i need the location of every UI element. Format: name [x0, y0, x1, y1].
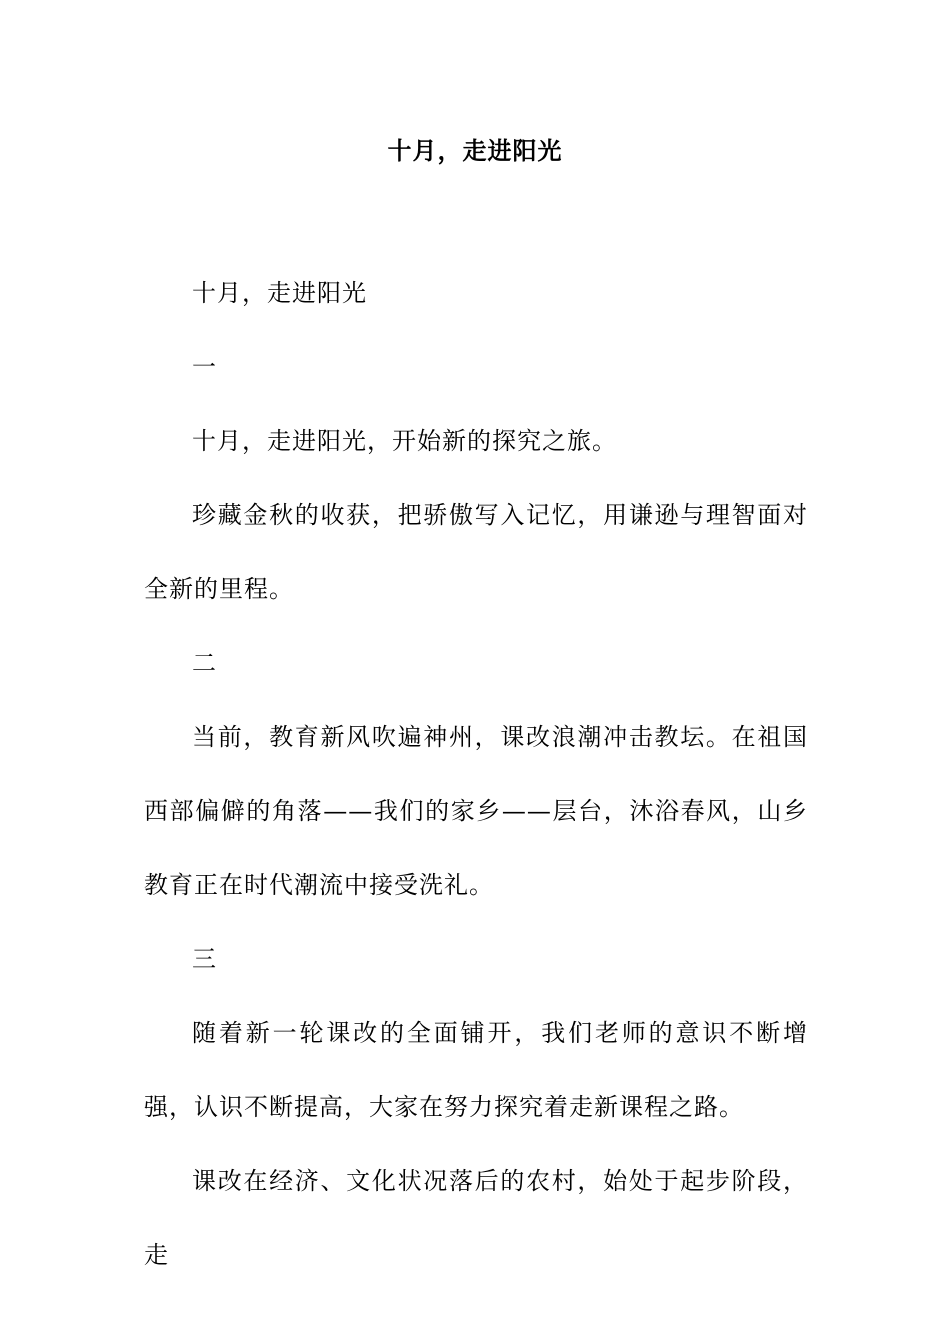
paragraph: 珍藏金秋的收获，把骄傲写入记忆，用谦逊与理智面对全新的里程。 [144, 501, 808, 603]
paragraph: 当前，教育新风吹遍神州，课改浪潮冲击教坛。在祖国西部偏僻的角落——我们的家乡——层台，沐浴春风，山乡教育正在时代潮流中接受洗礼。 [144, 723, 808, 899]
section-heading-two: 二 [192, 649, 217, 677]
paragraph: 课改在经济、文化状况落后的农村，始处于起步阶段，走 [144, 1167, 808, 1269]
paragraph-subtitle: 十月，走进阳光 [192, 279, 367, 307]
paragraph: 随着新一轮课改的全面铺开，我们老师的意识不断增强，认识不断提高，大家在努力探究着走新课程之路。 [144, 1019, 808, 1121]
section-heading-three: 三 [192, 945, 217, 973]
document-title: 十月，走进阳光 [387, 137, 563, 165]
paragraph: 十月，走进阳光，开始新的探究之旅。 [192, 427, 617, 455]
section-heading-one: 一 [192, 353, 217, 381]
document-body [144, 256, 808, 1292]
